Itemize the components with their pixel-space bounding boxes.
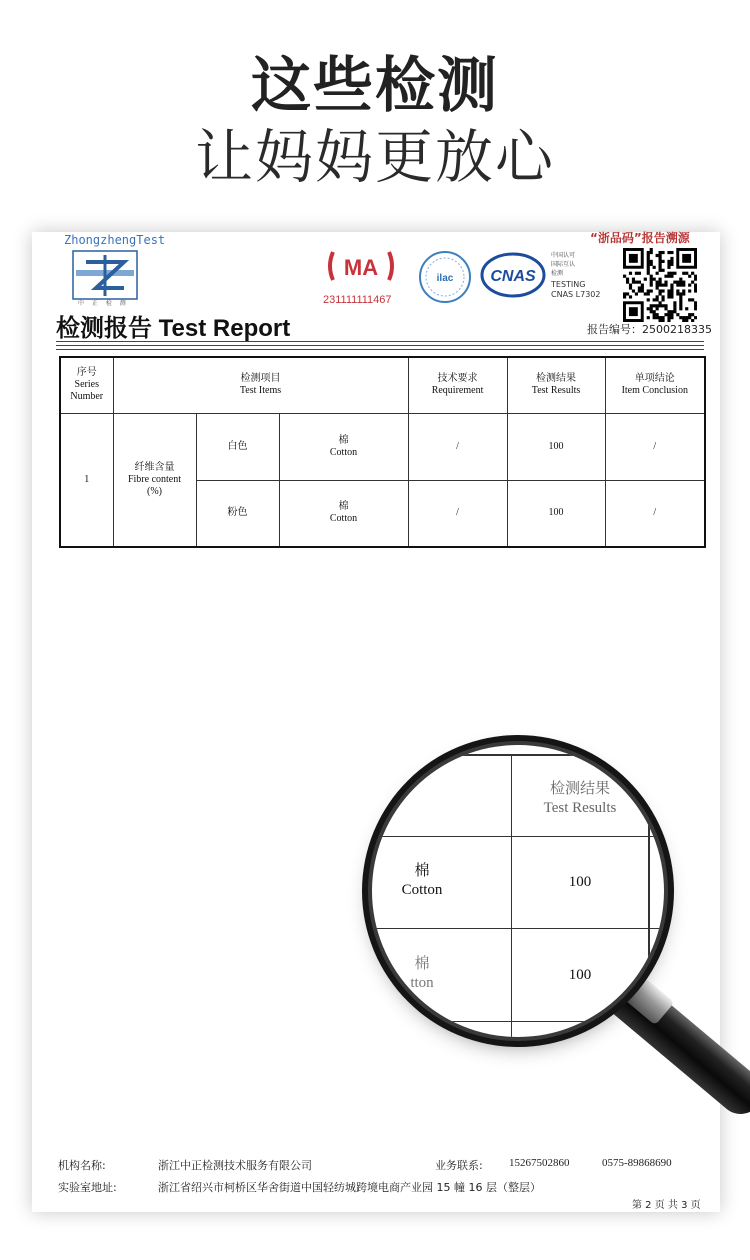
requirement-value: / xyxy=(408,480,507,547)
magnifier-lens xyxy=(372,745,664,1037)
report-number: 报告编号：2500218335 xyxy=(587,323,712,336)
conclusion-value: / xyxy=(605,480,705,547)
svg-text:CNAS: CNAS xyxy=(490,268,536,285)
divider-line xyxy=(56,341,704,342)
header-test-items: 检测项目 Test Items xyxy=(113,357,408,413)
biz-label: 业务联系: xyxy=(435,1159,483,1172)
qr-code-icon[interactable] xyxy=(623,248,697,322)
divider-line xyxy=(56,349,704,350)
serial-number: 1 xyxy=(60,413,113,547)
org-name: 浙江中正检测技术服务有限公司 xyxy=(158,1159,312,1172)
cnas-code-block: TESTING CNAS L7302 xyxy=(551,280,601,299)
ilac-mra-logo-icon xyxy=(418,250,472,304)
fiber-type: 棉 Cotton xyxy=(279,413,408,480)
divider-line xyxy=(56,345,704,346)
result-value: 100 xyxy=(507,480,605,547)
cnas-logo-icon xyxy=(480,252,546,298)
trace-label: “浙品码”报告溯源 xyxy=(590,231,690,245)
cma-number: 231111111467 xyxy=(323,294,392,306)
cma-logo-icon xyxy=(325,246,397,286)
header-item-conclusion: 单项结论 Item Conclusion xyxy=(605,357,705,413)
magnified-result-2: 100 xyxy=(568,967,592,983)
logo-subtitle: 中 正 检 测 xyxy=(78,300,129,307)
test-report-table xyxy=(59,356,706,548)
magnified-table xyxy=(372,745,664,1037)
header-requirement: 技术要求 Requirement xyxy=(408,357,507,413)
result-value: 100 xyxy=(507,413,605,480)
header-test-results: 检测结果 Test Results xyxy=(507,357,605,413)
conclusion-value: / xyxy=(605,413,705,480)
phone-1: 15267502860 xyxy=(509,1157,570,1169)
sample-color: 白色 xyxy=(196,413,279,480)
hero-title: 这些检测 xyxy=(251,51,499,121)
report-title: 检测报告 Test Report xyxy=(56,315,291,342)
magnified-result-1: 100 xyxy=(568,874,592,890)
svg-text:ilac: ilac xyxy=(436,273,454,284)
magnified-header: 检测结果 Test Results xyxy=(543,781,617,816)
zhongzheng-logo-icon xyxy=(72,250,138,300)
item-name: 纤维含量 Fibre content (%) xyxy=(113,413,196,547)
header-series: 序号 Series Number xyxy=(60,357,113,413)
hero-subtitle: 让妈妈更放心 xyxy=(194,123,555,191)
sample-color: 粉色 xyxy=(196,480,279,547)
svg-text:MA: MA xyxy=(343,255,379,280)
cnas-caption: 中国认可 国际互认 检测 xyxy=(551,252,576,277)
phone-2: 0575-89868690 xyxy=(602,1157,672,1169)
requirement-value: / xyxy=(408,413,507,480)
magnified-fiber-2: 棉 tton xyxy=(410,956,434,991)
page-indicator: 第 2 页 共 3 页 xyxy=(632,1200,701,1211)
table-row xyxy=(60,413,705,480)
brand-name: ZhongzhengTest xyxy=(64,233,166,247)
org-label: 机构名称: xyxy=(58,1159,106,1172)
lab-label: 实验室地址: xyxy=(58,1181,117,1194)
lab-address: 浙江省绍兴市柯桥区华舍街道中国轻纺城跨境电商产业园 15 幢 16 层（整层） xyxy=(158,1181,541,1194)
table-header-row xyxy=(60,357,705,413)
magnified-fiber-1: 棉 Cotton xyxy=(401,863,443,898)
fiber-type: 棉 Cotton xyxy=(279,480,408,547)
